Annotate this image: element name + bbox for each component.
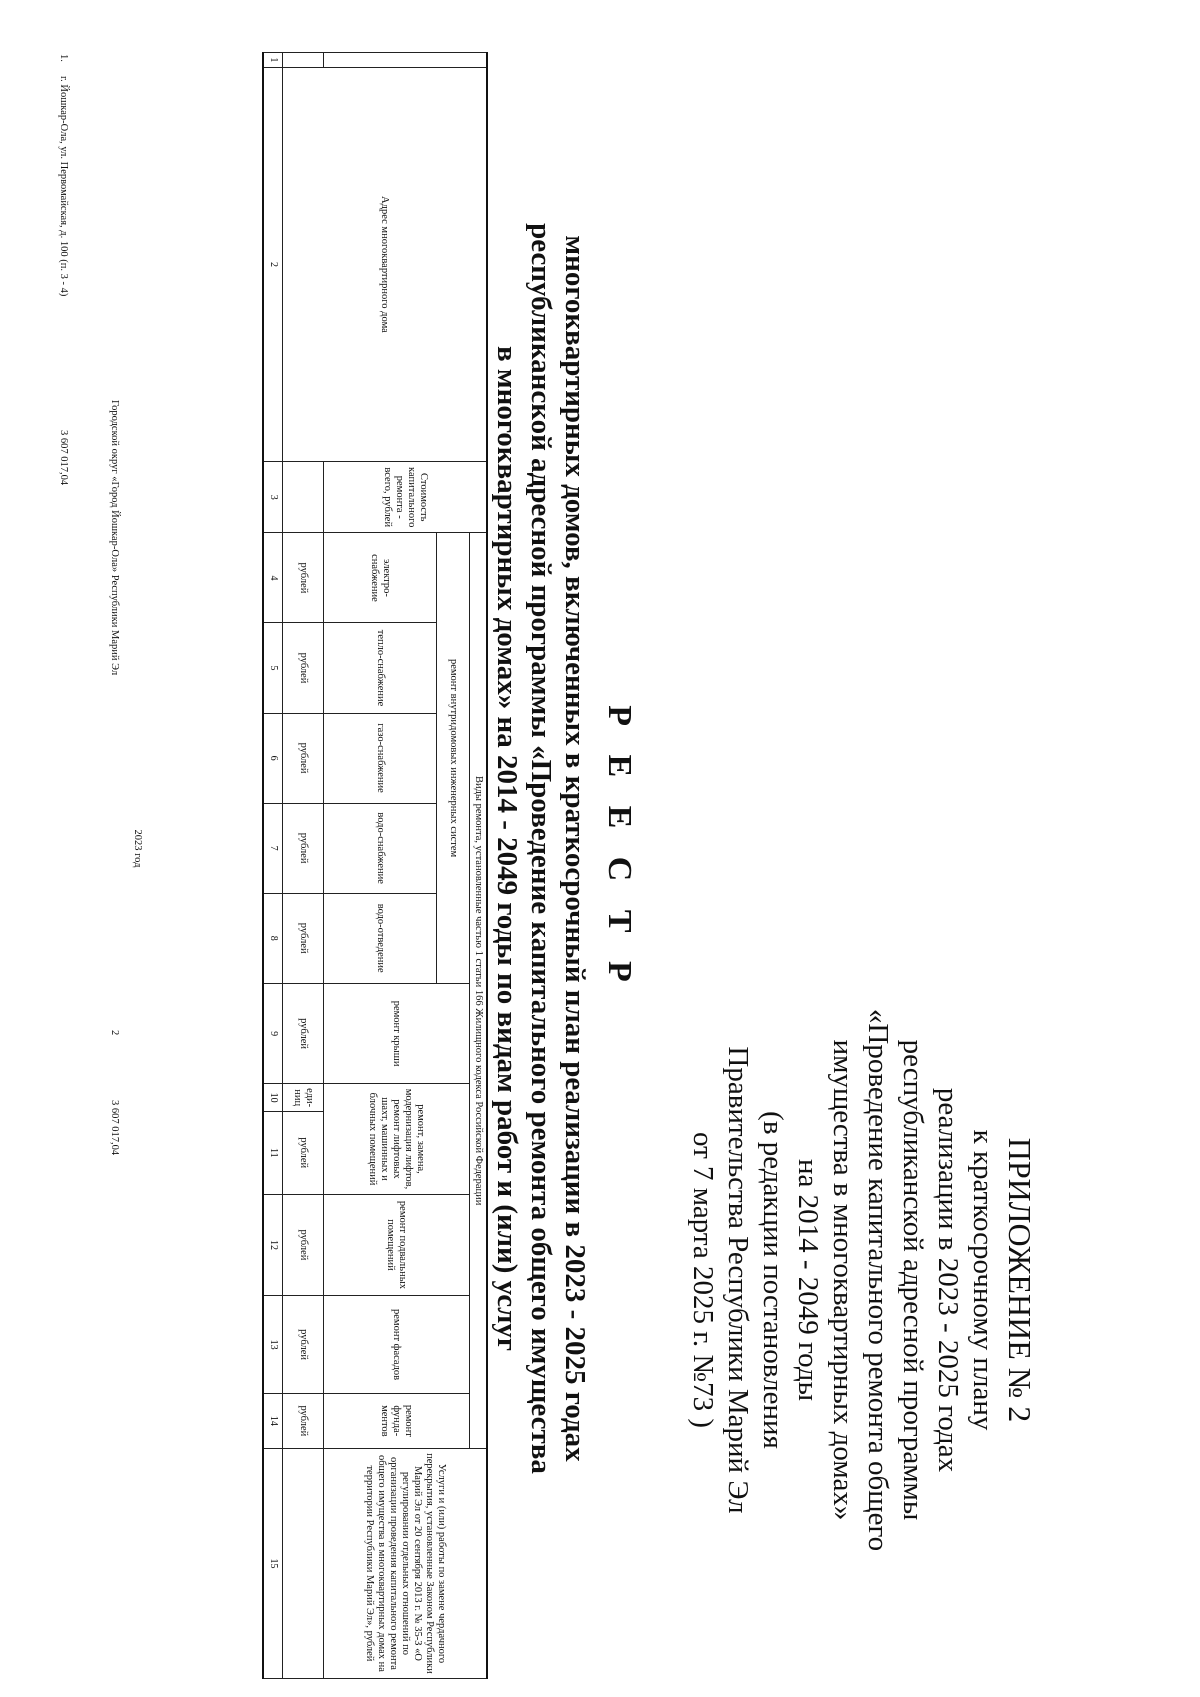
column-number: 3 [263,462,283,533]
unit-electro: рублей [283,533,324,623]
header-cell-index [324,53,488,68]
appendix-line: ПРИЛОЖЕНИЕ № 2 [1002,1137,1038,1423]
appendix-line: от 7 марта 2025 г. №73 ) [687,1131,719,1429]
unit-roof: рублей [283,983,324,1084]
appendix-line: на 2014 - 2049 годы [792,1158,824,1402]
header-cost: Стоимость капитального ремонта - всего, рублей [324,462,488,533]
unit-gas: рублей [283,713,324,803]
appendix-line: Правительства Республики Марий Эл [722,1046,754,1514]
column-number: 8 [263,893,283,983]
unit-services [283,1448,324,1678]
column-number: 14 [263,1393,283,1448]
unit-foundation: рублей [283,1393,324,1448]
unit-water: рублей [283,803,324,893]
row-total-cost: 3 607 017,04 [58,430,69,486]
registry-table [262,52,488,1679]
district-total-cost: 3 607 017,04 [109,1100,120,1156]
row-number: 1. [58,54,69,62]
column-number: 13 [263,1296,283,1393]
header-services: Услуги и (или) работы по замене чердачного перекрытия, установленные Законом Республики Марий Эл от 20 сентября 2013 г. № 35-З «О регулировании отдельных отношений по организации проведения капитального ремонта общего имущества в многоквартирных домах на территории Республики Марий Эл», рублей [324,1448,488,1678]
header-roof: ремонт крыши [324,983,470,1084]
header-repair-types: Виды ремонта, установленные частью 1 статьи 166 Жилищного кодекса Российской Федерации [470,533,488,1448]
unit-lift: рублей [283,1111,324,1194]
column-number: 9 [263,983,283,1084]
year-section-label: 2023 год [132,829,143,868]
header-foundation: ремонт фунда-ментов [324,1393,470,1448]
header-drain: водо-отведение [324,893,437,983]
header-facade: ремонт фасадов [324,1296,470,1393]
header-electro: электро-снабжение [324,533,437,623]
subtitle-line: многоквартирных домов, включенных в краткосрочный план реализации в 2023 - 2025 годах [559,235,591,1462]
district-name: Городской округ «Город Йошкар-Ола» Республики Марий Эл [109,400,120,676]
subtitle-line: республиканской адресной программы «Проведение капитального ремонта общего имущества [525,223,557,1474]
unit-drain: рублей [283,893,324,983]
appendix-block [685,960,1040,1600]
header-engineering-systems: ремонт внутридомовых инженерных систем [437,533,470,983]
column-number: 11 [263,1111,283,1194]
column-number: 15 [263,1448,283,1678]
column-number: 2 [263,67,283,461]
unit-cell-index [283,53,324,68]
column-number: 4 [263,533,283,623]
row-address: г. Йошкар-Ола, ул. Первомайская, д. 100 (п. 3 - 4) [58,76,69,297]
district-house-count: 2 [109,1030,120,1036]
appendix-line: к краткосрочному плану [967,1129,999,1431]
unit-basement: рублей [283,1194,324,1296]
appendix-line: (в редакции постановления [757,1111,789,1449]
appendix-line: реализации в 2023 - 2025 годах [932,1087,964,1473]
appendix-line: имущества в многоквартирных домах» [827,1039,859,1521]
column-number: 7 [263,803,283,893]
header-water: водо-снабжение [324,803,437,893]
column-number: 5 [263,623,283,713]
column-number: 1 [263,53,283,68]
column-number: 6 [263,713,283,803]
document-subtitle [490,120,592,1577]
header-lift: ремонт, замена, модернизация лифтов, ремонт лифтовых шахт, машинных и блочных помещений [324,1084,470,1194]
header-address: Адрес многоквартирного дома [283,67,488,461]
unit-facade: рублей [283,1296,324,1393]
unit-cell-cost [283,462,324,533]
column-number: 12 [263,1194,283,1296]
header-gas: газо-снабжение [324,713,437,803]
appendix-line: республиканской адресной программы [897,1039,929,1521]
subtitle-line: в многоквартирных домах» на 2014 - 2049 годы по видам работ и (или) услуг [491,345,523,1352]
appendix-line: «Проведение капитального ремонта общего [862,1008,894,1552]
document-title: Р Е Е С Т Р [601,705,638,992]
column-number: 10 [263,1084,283,1112]
unit-heat: рублей [283,623,324,713]
header-basement: ремонт подвальных помещений [324,1194,470,1296]
header-heat: тепло-снабжение [324,623,437,713]
unit-lift-count: еди-ниц [283,1084,324,1112]
